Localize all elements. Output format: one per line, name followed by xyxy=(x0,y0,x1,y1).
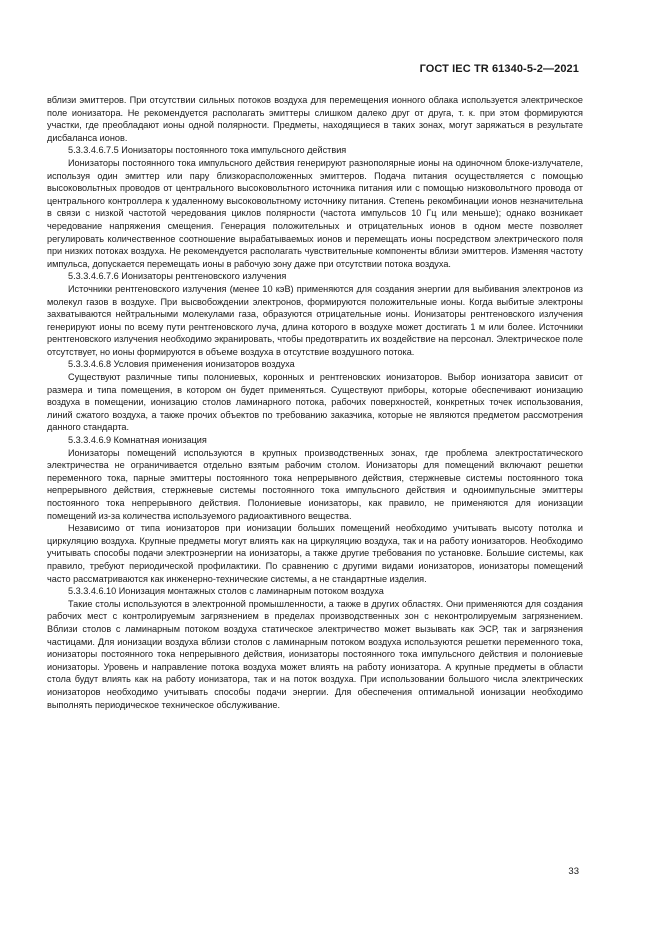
body-text xyxy=(47,94,583,711)
section-heading: 5.3.3.4.6.7.5 Ионизаторы постоянного тока импульсного действия xyxy=(68,145,347,156)
section-heading: 5.3.3.4.6.8 Условия применения ионизаторов воздуха xyxy=(68,359,295,370)
page-number: 33 xyxy=(568,866,579,877)
paragraph: Источники рентгеновского излучения (менее 10 кэВ) применяются для создания энергии для выбивания электронов из молекул газов в воздухе. При высвобождении электронов, формируются положительные ионы. Когда выбитые электроны захватываются нейтральными молекулами газа, образуются отрицательные ионы. Ионизаторы рентгеновского излучения генерируют ионы по всему пути рентгеновского луча, длина которого в воздухе может достигать 1 м или более. Источники рентгеновского излучения необходимо экранировать, чтобы предотвратить их воздействие на персонал. Электрическое поле отсутствует, но ионы формируются в объеме воздуха в отсутствие воздушного потока. xyxy=(47,283,583,357)
standard-designation: ГОСТ IEC TR 61340-5-2—2021 xyxy=(419,63,579,75)
section-heading: 5.3.3.4.6.10 Ионизация монтажных столов с ламинарным потоком воздуха xyxy=(68,586,384,597)
section-heading: 5.3.3.4.6.9 Комнатная ионизация xyxy=(68,435,207,446)
paragraph: Существуют различные типы полониевых, коронных и рентгеновских ионизаторов. Выбор ионизатора зависит от размера и типа помещения, в котором он будет применяться. Существуют приборы, которые обеспечивают ионизацию воздуха в помещении, ионизацию столов ламинарного потока, рабочих поверхностей, конкретных точек использования, линий сжатого воздуха, а также прочих объектов по требованию заказчика, которые не являются предметом рассмотрения данного стандарта. xyxy=(47,372,583,433)
paragraph: вблизи эмиттеров. При отсутствии сильных потоков воздуха для перемещения ионного облака используется электрическое поле ионизатора. Не рекомендуется располагать эмиттеры слишком далеко друг от друга, т. к. при этом формируются участки, где преобладают ионы одной полярности. Предметы, находящиеся в таких зонах, могут заряжаться в результате дисбаланса ионов. xyxy=(47,95,583,143)
paragraph: Такие столы используются в электронной промышленности, а также в других областях. Они применяются для создания рабочих мест с контролируемым загрязнением в пределах производственных зон с неконтролируемым загрязнением. Вблизи столов с ламинарным потоком воздуха статическое электричество может вызывать как ЭСР, так и загрязнения частицами. Для ионизации воздуха вблизи столов с ламинарным потоком воздуха используются решетки переменного тока, ионизаторы постоянного тока непрерывного действия, ионизаторы постоянного тока импульсного действия и полониевые ионизаторы. Уровень и направление потока воздуха может влиять на работу ионизатора. А крупные предметы в области стола будут влиять как на работу ионизатора, так и на поток воздуха. При использовании большого числа электрических ионизаторов необходимо учитывать способы подачи энергии. Для обеспечения оптимальной ионизации необходимо выполнять периодическое техническое обслуживание. xyxy=(47,598,583,710)
paragraph: Ионизаторы постоянного тока импульсного действия генерируют разнополярные ионы на одиночном блоке-излучателе, используя один эмиттер или пару близкорасположенных эмиттеров. Подача питания осуществляется с помощью высоковольтных проводов от центрального высоковольтного источника питания или с помощью низковольтного провода от центрального контроллера к удаленному высоковольтному источнику питания. Степень рекомбинации ионов незначительна в связи с низкой частотой чередования циклов полярности (частота импульсов 10 Гц или меньше); однако возникает чередование напряжения смещения. Генерация положительных и отрицательных ионов в одном месте позволяет регулировать количественное соотношение вырабатываемых ионов и перемещать ионы посредством электрического поля при низких потоках воздуха. Не рекомендуется располагать чувствительные компоненты вблизи эмиттеров. Изменяя частоту импульса, допускается перемещать ионы в рабочую зону даже при отсутствии потока воздуха. xyxy=(47,157,583,269)
section-heading: 5.3.3.4.6.7.6 Ионизаторы рентгеновского излучения xyxy=(68,271,287,282)
paragraph: Независимо от типа ионизаторов при ионизации больших помещений необходимо учитывать высоту потолка и циркуляцию воздуха. Крупные предметы могут влиять как на циркуляцию воздуха, так и на работу ионизаторов. Необходимо учитывать способы подачи электроэнергии на ионизаторы, а также другие требования по установке. Большие системы, как правило, требуют периодической профилактики. По сравнению с другими видами ионизаторов, ионизаторы помещений часто рассматриваются как инженерно-технические системы, а не стандартные изделия. xyxy=(47,523,583,584)
paragraph: Ионизаторы помещений используются в крупных производственных зонах, где проблема электростатического электричества не ограничивается отдельно взятым рабочим столом. Ионизаторы для помещений включают решетки переменного тока, парные эмиттеры постоянного тока непрерывного действия, стержневые системы постоянного тока непрерывного действия, стержневые системы постоянного тока импульсного действия и одноимпульсные эмиттеры постоянного тока непрерывного действия. Полониевые ионизаторы, как правило, не применяются для ионизации помещений из-за количества используемого радиоактивного вещества. xyxy=(47,447,583,521)
